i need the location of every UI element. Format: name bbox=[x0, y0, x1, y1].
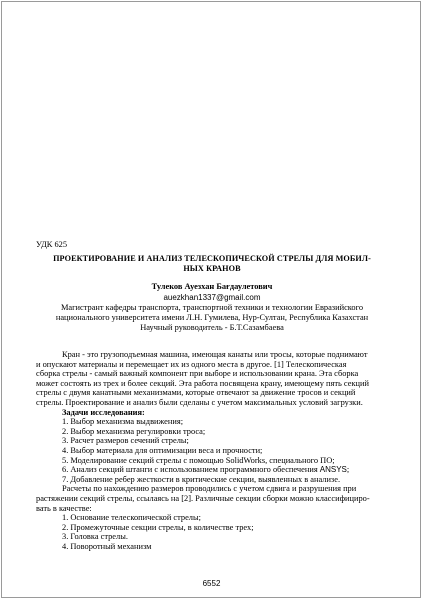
task-item: 1. Выбор механизма выдвижения; bbox=[62, 417, 184, 427]
article-title bbox=[34, 254, 390, 274]
section-item: 1. Основание телескопической стрелы; bbox=[62, 513, 201, 523]
abstract-line: Кран - это грузоподъемная машина, имеющая канаты или тросы, которые поднимают bbox=[62, 350, 368, 359]
abstract-line: стрелы с двумя канатными механизмами, которые отвечают за движение тросов и секций bbox=[36, 388, 356, 398]
task-text: 5. Моделирование секций стрелы с помощью bbox=[62, 455, 226, 465]
abstract-line: может состоять из трех и более секций. Эта работа посвящена крану, имеющему пять секций bbox=[36, 378, 369, 388]
software-name: ANSYS bbox=[319, 465, 347, 475]
abstract-line: и опускают материалы и перемещает их из одного места в другое. [1] Телескопическая bbox=[36, 359, 347, 369]
task-item: 2. Выбор механизма регулировки троса; bbox=[62, 426, 206, 436]
calc-line: Расчеты по нахождению размеров проводились с учетом сдвига и разрушения при bbox=[62, 484, 357, 494]
affiliation bbox=[34, 303, 390, 333]
task-item: 4. Выбор материала для оптимизации веса и прочности; bbox=[62, 445, 263, 455]
supervisor-line: Научный руководитель - Б.Т.Сазамбаева bbox=[140, 323, 284, 332]
udk-code: УДК 625 bbox=[36, 240, 68, 249]
task-item: 3. Расчет размеров сечений стрелы; bbox=[62, 436, 189, 446]
task-text: , специального ПО; bbox=[265, 455, 335, 465]
section-item: 2. Промежуточные секции стрелы, в количестве трех; bbox=[62, 522, 254, 532]
title-line-2: НЫХ КРАНОВ bbox=[183, 264, 241, 273]
affiliation-line: Магистрант кафедры транспорта, транспортной техники и технологии Евразийского bbox=[60, 303, 364, 312]
task-text: ; bbox=[346, 465, 350, 475]
calc-line: вать в качестве: bbox=[36, 503, 92, 513]
article-body bbox=[36, 350, 388, 551]
task-item bbox=[36, 456, 388, 466]
task-item bbox=[36, 465, 388, 475]
task-text: 6. Анализ секций штанги с использованием программного обеспечения bbox=[62, 465, 320, 475]
abstract-line: стрелы. Проектирование и анализ были сделаны с учетом максимальных условий загрузки. bbox=[36, 397, 363, 407]
section-item: 4. Поворотный механизм bbox=[62, 541, 152, 551]
task-item: 7. Добавление ребер жесткости в критические секции, выявленных в анализе. bbox=[62, 474, 341, 484]
author-email: auezkhan1337@gmail.com bbox=[163, 293, 261, 302]
title-line-1: ПРОЕКТИРОВАНИЕ И АНАЛИЗ ТЕЛЕСКОПИЧЕСКОЙ СТРЕЛЫ ДЛЯ МОБИЛ- bbox=[53, 254, 371, 263]
tasks-heading: Задачи исследования: bbox=[62, 407, 145, 417]
author-name: Тулеков Ауезхан Бағдаулетович bbox=[151, 282, 273, 291]
calc-line: растяжении секций стрелы, ссылаясь на [2]. Различные секции сборки можно классифициро- bbox=[36, 493, 370, 503]
software-name: SolidWorks bbox=[225, 455, 266, 465]
abstract-line: сборка стрелы - самый важный компонент при выборе и использовании крана. Эта сборка bbox=[36, 369, 359, 379]
section-item: 3. Головка стрелы. bbox=[62, 532, 128, 542]
page-number: 6552 bbox=[202, 579, 221, 588]
affiliation-line: национального университета имени Л.Н. Гумилева, Нур-Султан, Республика Казахстан bbox=[55, 313, 369, 322]
